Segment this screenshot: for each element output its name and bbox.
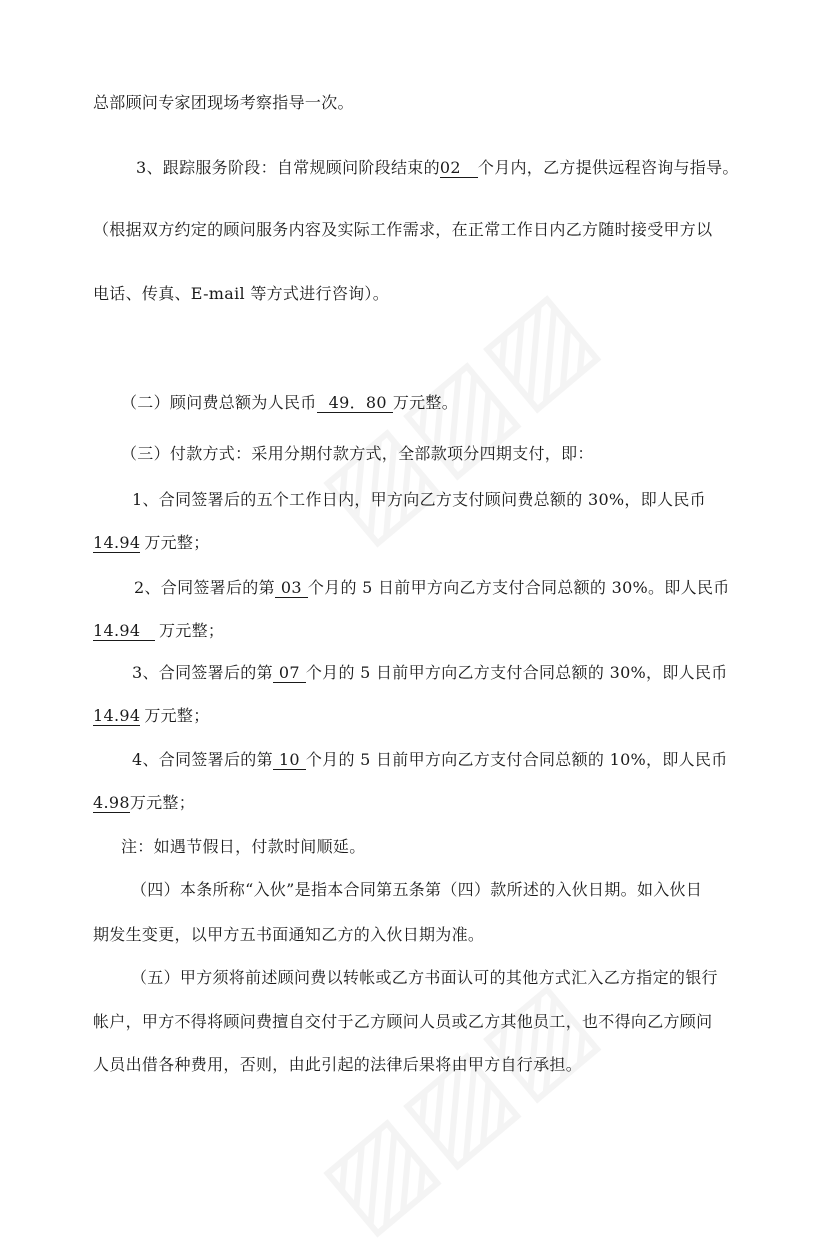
paragraph-line: （根据双方约定的顾问服务内容及实际工作需求，在正常工作日内乙方随时接受甲方以 [93, 220, 713, 239]
paragraph-line [121, 393, 458, 413]
paragraph-line: （四）本条所称“入伙”是指本合同第五条第（四）款所述的入伙日期。如入伙日 [131, 880, 703, 899]
text: 万元整。 [392, 393, 459, 412]
paragraph-line [136, 158, 739, 178]
underlined-value: 10 [273, 751, 306, 770]
underlined-value: 14.94 [93, 706, 141, 725]
paragraph-line: 期发生变更，以甲方五书面通知乙方的入伙日期为准。 [93, 925, 485, 944]
text: 4、合同签署后的第 [132, 750, 273, 769]
text: 2、合同签署后的第 [134, 578, 275, 597]
text: 万元整； [159, 621, 225, 640]
paragraph-line: 注：如遇节假日，付款时间顺延。 [121, 837, 366, 856]
text: 万元整； [129, 793, 196, 812]
text: （二）顾问费总额为人民币 [121, 393, 317, 412]
paragraph-line: 总部顾问专家团现场考察指导一次。 [93, 93, 354, 112]
watermark [295, 264, 617, 563]
paragraph-line [93, 533, 210, 553]
paragraph-line: （三）付款方式：采用分期付款方式，全部款项分四期支付，即： [121, 444, 594, 463]
paragraph-line: 电话、传真、E-mail 等方式进行咨询）。 [93, 284, 390, 303]
paragraph-line [93, 793, 195, 813]
paragraph-line [93, 621, 224, 641]
paragraph-line [132, 750, 728, 770]
text: 个月内，乙方提供远程咨询与指导。 [477, 158, 739, 177]
paragraph-line [93, 706, 210, 726]
paragraph-line: 1、合同签署后的五个工作日内，甲方向乙方支付顾问费总额的 30%，即人民币 [132, 490, 706, 509]
text: 万元整； [144, 533, 210, 552]
text: 3、跟踪服务阶段：自常规顾问阶段结束的 [136, 158, 440, 177]
underlined-value: 03 [275, 579, 308, 598]
underlined-value: 07 [273, 664, 306, 683]
paragraph-line [134, 578, 730, 598]
text: 3、合同签署后的第 [132, 663, 273, 682]
paragraph-line: 帐户，甲方不得将顾问费擅自交付于乙方顾问人员或乙方其他员工，也不得向乙方顾问 [93, 1012, 713, 1031]
paragraph-line: 人员出借各种费用，否则，由此引起的法律后果将由甲方自行承担。 [93, 1055, 583, 1074]
underlined-value: 14.94 [93, 622, 155, 641]
watermark [295, 954, 617, 1253]
paragraph-line [132, 663, 728, 683]
text: 万元整； [144, 706, 210, 725]
underlined-value: 49．80 [317, 394, 393, 413]
text: 个月的 5 日前甲方向乙方支付合同总额的 10%，即人民币 [305, 750, 728, 769]
underlined-value: 4.98 [93, 793, 130, 812]
underlined-value: 14.94 [93, 533, 141, 552]
paragraph-line: （五）甲方须将前述顾问费以转帐或乙方书面认可的其他方式汇入乙方指定的银行 [131, 968, 718, 987]
text: 个月的 5 日前甲方向乙方支付合同总额的 30%。即人民币 [307, 578, 730, 597]
underlined-value: 02 [440, 159, 478, 178]
text: 个月的 5 日前甲方向乙方支付合同总额的 30%，即人民币 [305, 663, 728, 682]
